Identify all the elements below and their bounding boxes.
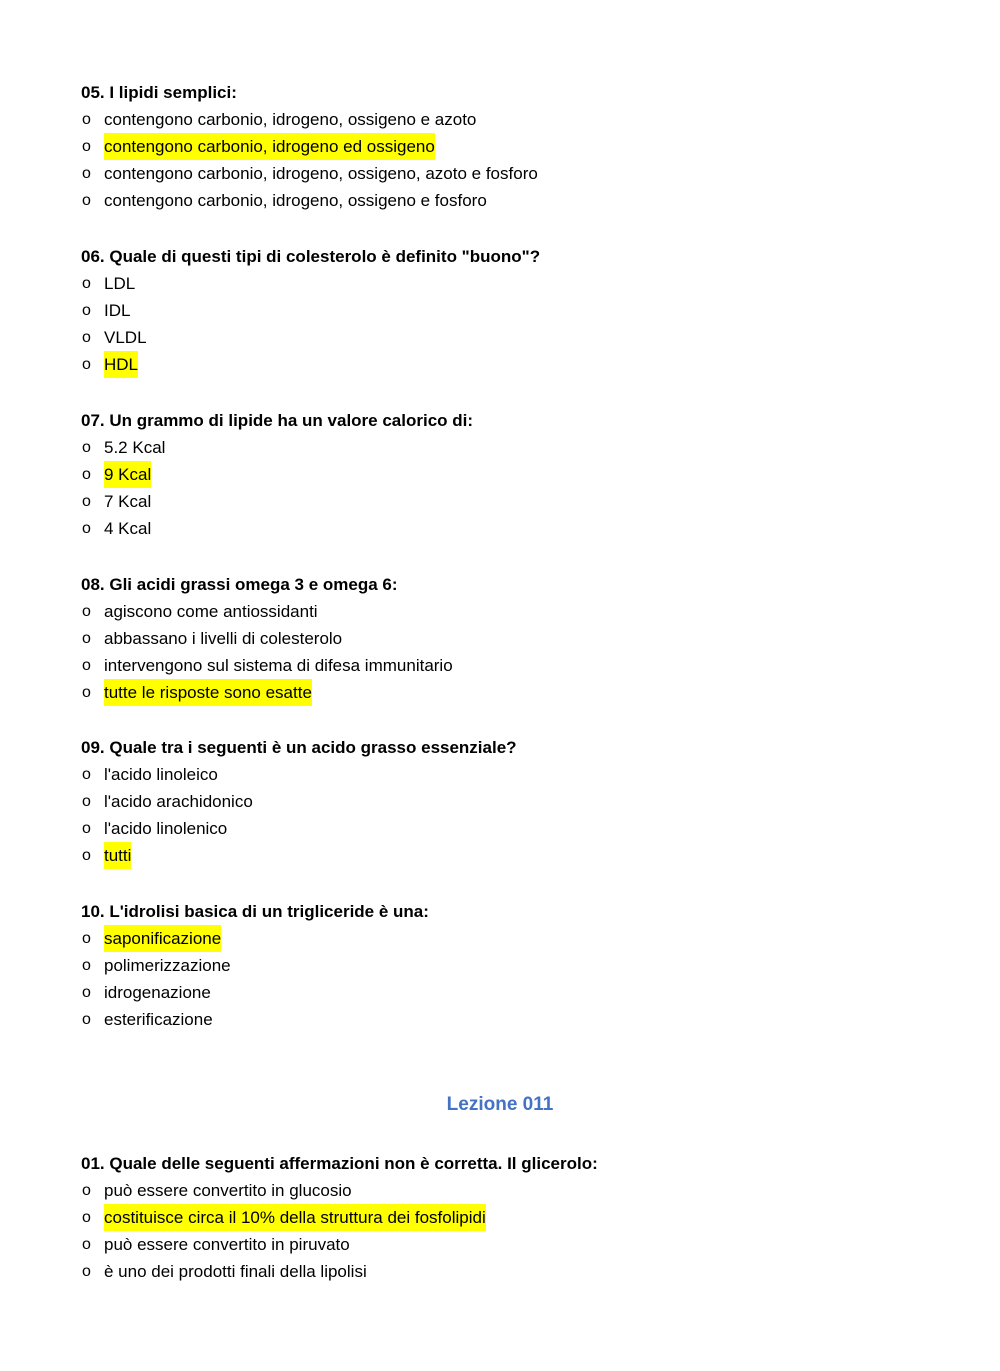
bullet-icon: o — [82, 657, 91, 674]
bullet-icon: o — [82, 684, 91, 701]
bullet-icon: o — [82, 847, 91, 864]
answer-option-correct — [81, 351, 941, 378]
lesson-heading: Lezione 011 — [446, 1094, 554, 1115]
option-text: contengono carbonio, idrogeno, ossigeno e azoto — [104, 110, 477, 129]
question-title: 06. Quale di questi tipi di colesterolo è definito "buono"? — [81, 247, 541, 266]
question-title: 07. Un grammo di lipide ha un valore calorico di: — [81, 411, 474, 430]
answer-option-correct — [81, 842, 941, 869]
answer-option — [81, 1177, 941, 1204]
answer-option — [81, 625, 941, 652]
question-09 — [81, 734, 941, 869]
highlighted-option-text: contengono carbonio, idrogeno ed ossigeno — [104, 133, 435, 160]
option-text: 5.2 Kcal — [104, 438, 166, 457]
option-text: l'acido linolenico — [104, 819, 228, 838]
option-text: polimerizzazione — [104, 956, 231, 975]
bullet-icon: o — [82, 329, 91, 346]
question-05 — [81, 79, 941, 214]
answer-option — [81, 598, 941, 625]
answer-option — [81, 815, 941, 842]
highlighted-option-text: tutte le risposte sono esatte — [104, 679, 312, 706]
option-text: agiscono come antiossidanti — [104, 602, 318, 621]
option-text: IDL — [104, 301, 131, 320]
bullet-icon: o — [82, 111, 91, 128]
answer-option — [81, 297, 941, 324]
bullet-icon: o — [82, 630, 91, 647]
option-text: idrogenazione — [104, 983, 211, 1002]
option-text: l'acido arachidonico — [104, 792, 253, 811]
answer-option — [81, 652, 941, 679]
bullet-icon: o — [82, 466, 91, 483]
answer-option-correct — [81, 133, 941, 160]
bullet-icon: o — [82, 192, 91, 209]
bullet-icon: o — [82, 793, 91, 810]
bullet-icon: o — [82, 820, 91, 837]
option-text: contengono carbonio, idrogeno, ossigeno e fosforo — [104, 191, 487, 210]
answer-option — [81, 187, 941, 214]
question-title: 09. Quale tra i seguenti è un acido grasso essenziale? — [81, 738, 517, 757]
bullet-icon: o — [82, 493, 91, 510]
highlighted-option-text: saponificazione — [104, 925, 221, 952]
bullet-icon: o — [82, 275, 91, 292]
highlighted-option-text: tutti — [104, 842, 131, 869]
answer-option — [81, 979, 941, 1006]
highlighted-option-text: 9 Kcal — [104, 461, 151, 488]
option-text: 4 Kcal — [104, 519, 152, 538]
option-text: abbassano i livelli di colesterolo — [104, 629, 343, 648]
bullet-icon: o — [82, 439, 91, 456]
bullet-icon: o — [82, 520, 91, 537]
highlighted-option-text: HDL — [104, 351, 138, 378]
option-text: 7 Kcal — [104, 492, 152, 511]
answer-option — [81, 1006, 941, 1033]
answer-option — [81, 434, 941, 461]
answer-option-correct — [81, 1204, 941, 1231]
bullet-icon: o — [82, 1263, 91, 1280]
lesson-question-01 — [81, 1150, 941, 1285]
highlighted-option-text: costituisce circa il 10% della struttura dei fosfolipidi — [104, 1204, 486, 1231]
answer-option — [81, 270, 941, 297]
option-text: l'acido linoleico — [104, 765, 218, 784]
question-06 — [81, 243, 941, 378]
answer-option — [81, 324, 941, 351]
bullet-icon: o — [82, 1236, 91, 1253]
bullet-icon: o — [82, 138, 91, 155]
answer-option — [81, 1231, 941, 1258]
bullet-icon: o — [82, 302, 91, 319]
answer-option — [81, 761, 941, 788]
bullet-icon: o — [82, 930, 91, 947]
answer-option-correct — [81, 461, 941, 488]
option-text: LDL — [104, 274, 136, 293]
question-title: 05. I lipidi semplici: — [81, 83, 237, 102]
answer-option-correct — [81, 925, 941, 952]
answer-option — [81, 515, 941, 542]
answer-option — [81, 488, 941, 515]
answer-option-correct — [81, 679, 941, 706]
question-title: 08. Gli acidi grassi omega 3 e omega 6: — [81, 575, 398, 594]
answer-option — [81, 106, 941, 133]
question-07 — [81, 407, 941, 542]
bullet-icon: o — [82, 165, 91, 182]
bullet-icon: o — [82, 356, 91, 373]
bullet-icon: o — [82, 984, 91, 1001]
bullet-icon: o — [82, 957, 91, 974]
answer-option — [81, 1258, 941, 1285]
answer-option — [81, 952, 941, 979]
answer-option — [81, 160, 941, 187]
bullet-icon: o — [82, 603, 91, 620]
question-title: 10. L'idrolisi basica di un trigliceride è una: — [81, 902, 429, 921]
option-text: intervengono sul sistema di difesa immunitario — [104, 656, 453, 675]
option-text: contengono carbonio, idrogeno, ossigeno, azoto e fosforo — [104, 164, 538, 183]
option-text: VLDL — [104, 328, 147, 347]
question-10 — [81, 898, 941, 1033]
option-text: può essere convertito in glucosio — [104, 1181, 352, 1200]
answer-option — [81, 788, 941, 815]
option-text: esterificazione — [104, 1010, 213, 1029]
bullet-icon: o — [82, 766, 91, 783]
bullet-icon: o — [82, 1011, 91, 1028]
question-08 — [81, 571, 941, 706]
question-title: 01. Quale delle seguenti affermazioni non è corretta. Il glicerolo: — [81, 1154, 598, 1173]
option-text: può essere convertito in piruvato — [104, 1235, 350, 1254]
bullet-icon: o — [82, 1209, 91, 1226]
option-text: è uno dei prodotti finali della lipolisi — [104, 1262, 367, 1281]
bullet-icon: o — [82, 1182, 91, 1199]
